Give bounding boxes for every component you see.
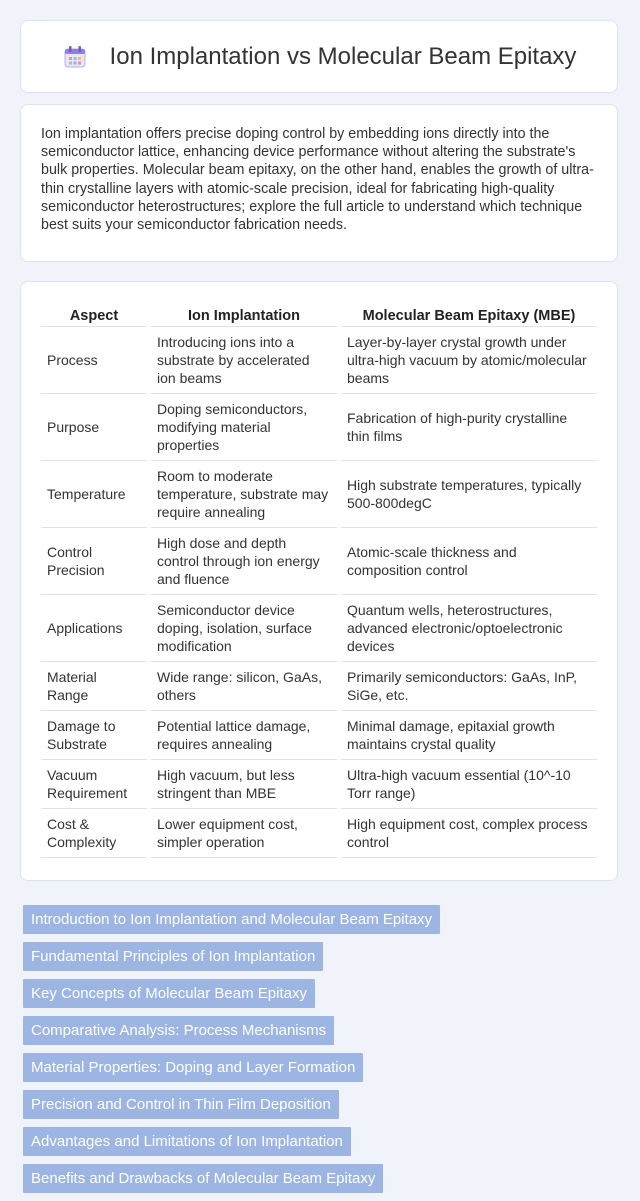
toc-link[interactable]: Comparative Analysis: Process Mechanisms — [23, 1016, 334, 1045]
table-cell: Process — [41, 327, 147, 394]
toc-link[interactable]: Key Concepts of Molecular Beam Epitaxy — [23, 979, 315, 1008]
toc-link[interactable]: Advantages and Limitations of Ion Implantation — [23, 1127, 351, 1156]
table-row — [41, 760, 597, 809]
table-header-row — [41, 302, 597, 327]
table-row — [41, 528, 597, 595]
table-cell: High substrate temperatures, typically 500-800degC — [341, 461, 597, 528]
table-cell: Temperature — [41, 461, 147, 528]
toc-link[interactable]: Precision and Control in Thin Film Deposition — [23, 1090, 339, 1119]
page-title: Ion Implantation vs Molecular Beam Epitaxy — [109, 42, 577, 70]
comparison-table — [37, 302, 601, 858]
table-row — [41, 394, 597, 461]
toc-link[interactable]: Benefits and Drawbacks of Molecular Beam Epitaxy — [23, 1164, 383, 1193]
table-cell: High dose and depth control through ion energy and fluence — [151, 528, 337, 595]
table-cell: Purpose — [41, 394, 147, 461]
table-cell: Primarily semiconductors: GaAs, InP, SiGe, etc. — [341, 662, 597, 711]
table-cell: Minimal damage, epitaxial growth maintains crystal quality — [341, 711, 597, 760]
table-cell: Potential lattice damage, requires annealing — [151, 711, 337, 760]
table-row — [41, 595, 597, 662]
table-cell: Doping semiconductors, modifying material properties — [151, 394, 337, 461]
toc-link[interactable]: Introduction to Ion Implantation and Molecular Beam Epitaxy — [23, 905, 440, 934]
table-row — [41, 662, 597, 711]
table-cell: Introducing ions into a substrate by accelerated ion beams — [151, 327, 337, 394]
toc-link[interactable]: Material Properties: Doping and Layer Formation — [23, 1053, 363, 1082]
column-header: Molecular Beam Epitaxy (MBE) — [341, 302, 597, 327]
table-cell: Material Range — [41, 662, 147, 711]
table-row — [41, 327, 597, 394]
table-cell: Fabrication of high-purity crystalline thin films — [341, 394, 597, 461]
table-row — [41, 461, 597, 528]
comparison-card — [20, 281, 618, 881]
table-cell: Atomic-scale thickness and composition control — [341, 528, 597, 595]
table-row — [41, 809, 597, 858]
table-cell: Room to moderate temperature, substrate may require annealing — [151, 461, 337, 528]
table-cell: Applications — [41, 595, 147, 662]
table-cell: Quantum wells, heterostructures, advanced electronic/optoelectronic devices — [341, 595, 597, 662]
table-cell: Semiconductor device doping, isolation, surface modification — [151, 595, 337, 662]
table-cell: Damage to Substrate — [41, 711, 147, 760]
table-cell: Cost & Complexity — [41, 809, 147, 858]
table-cell: High equipment cost, complex process control — [341, 809, 597, 858]
table-cell: Lower equipment cost, simpler operation — [151, 809, 337, 858]
intro-card — [20, 104, 618, 262]
column-header: Aspect — [41, 302, 147, 327]
intro-paragraph: Ion implantation offers precise doping control by embedding ions directly into the semiconductor lattice, enhancing device performance without altering the substrate's bulk properties. Molecular beam epitaxy, on the other hand, enables the growth of ultra-thin crystalline layers with atomic-scale precision, ideal for fabricating high-quality semiconductor heterostructures; explore the full article to understand which technique best suits your semiconductor fabrication needs. — [41, 126, 594, 234]
table-cell: High vacuum, but less stringent than MBE — [151, 760, 337, 809]
table-row — [41, 711, 597, 760]
title-card — [20, 20, 618, 93]
table-cell: Wide range: silicon, GaAs, others — [151, 662, 337, 711]
table-cell: Vacuum Requirement — [41, 760, 147, 809]
calendar-icon — [62, 44, 88, 70]
column-header: Ion Implantation — [151, 302, 337, 327]
table-cell: Ultra-high vacuum essential (10^-10 Torr range) — [341, 760, 597, 809]
table-cell: Layer-by-layer crystal growth under ultra-high vacuum by atomic/molecular beams — [341, 327, 597, 394]
table-of-contents — [23, 905, 440, 1201]
table-cell: Control Precision — [41, 528, 147, 595]
toc-link[interactable]: Fundamental Principles of Ion Implantation — [23, 942, 323, 971]
